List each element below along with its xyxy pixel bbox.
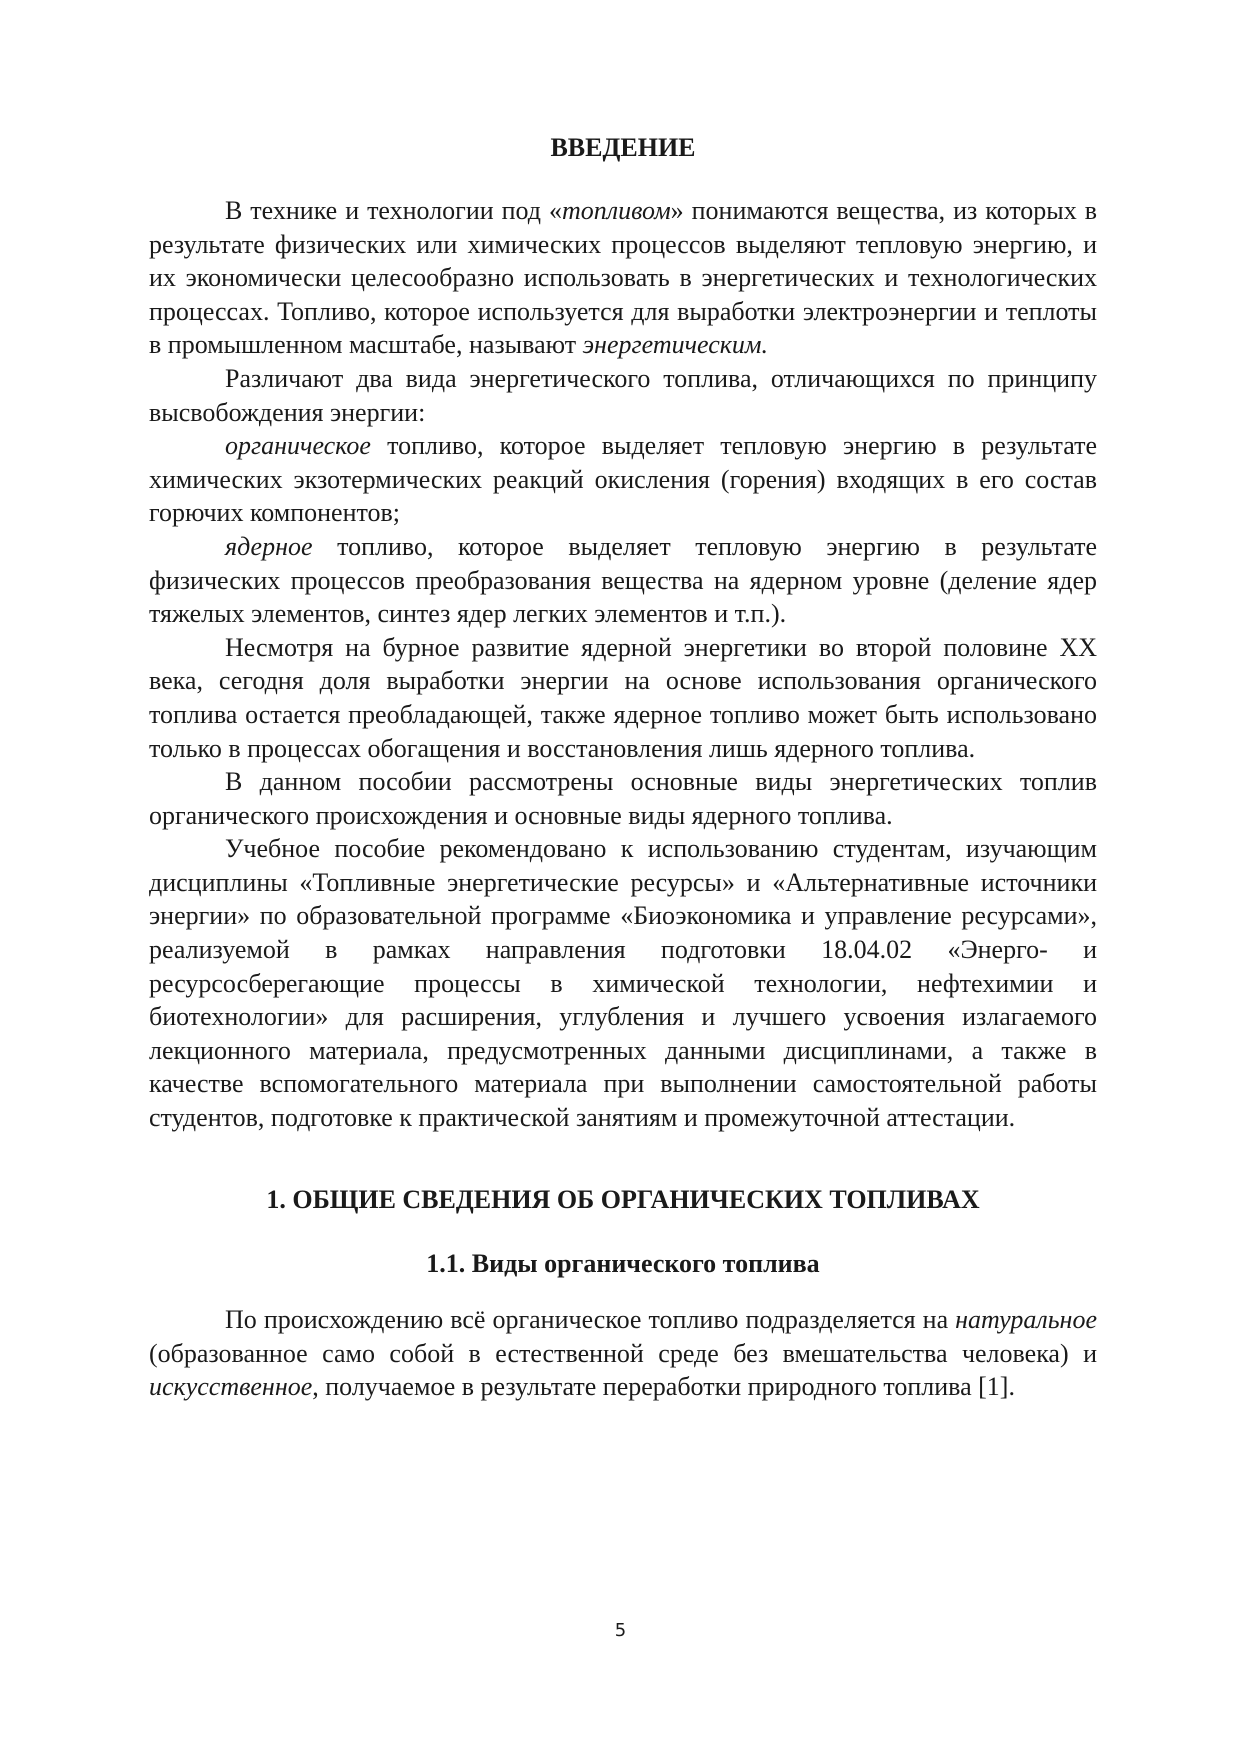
section-1-heading: 1. ОБЩИЕ СВЕДЕНИЯ ОБ ОРГАНИЧЕСКИХ ТОПЛИВАХ xyxy=(266,1185,980,1214)
section-1-paragraph-1: По происхождению всё органическое топливо подразделяется на натуральное (образованное само собой в естественной среде без вмешательства человека) и искусственное, получаемое в результате переработки природного топлива [1]. xyxy=(149,1305,1097,1402)
intro-paragraph-2: Различают два вида энергетического топлива, отличающихся по принципу высвобождения энергии: xyxy=(149,363,1097,427)
intro-body xyxy=(149,194,1097,1135)
intro-paragraph-5: Несмотря на бурное развитие ядерной энергетики во второй половине XX века, сегодня доля выработки энергии на основе использования органического топлива остается преобладающей, также ядерное топливо может быть использовано только в процессах обогащения и восстановления лишь ядерного топлива. xyxy=(149,632,1097,763)
intro-heading: ВВЕДЕНИЕ xyxy=(550,133,696,162)
section-1-body xyxy=(149,1303,1097,1404)
intro-paragraph-7: Учебное пособие рекомендовано к использованию студентам, изучающим дисциплины «Топливные энергетические ресурсы» и «Альтернативные источники энергии» по образовательной программе «Биоэкономика и управление ресурсами», реализуемой в рамках направления подготовки 18.04.02 «Энерго- и ресурсосберегающие процессы в химической технологии, нефтехимии и биотехнологии» для расширения, углубления и лучшего усвоения излагаемого лекционного материала, предусмотренных данными дисциплинами, а также в качестве вспомогательного материала при выполнении самостоятельной работы студентов, подготовке к практической занятиям и промежуточной аттестации. xyxy=(149,834,1097,1133)
intro-paragraph-1: В технике и технологии под «топливом» понимаются вещества, из которых в результате физических или химических процессов выделяют тепловую энергию, и их экономически целесообразно использовать в энергетических и технологических процессах. Топливо, которое используется для выработки электроэнергии и теплоты в промышленном масштабе, называют энергетическим. xyxy=(149,196,1097,360)
page-number: 5 xyxy=(614,1620,627,1641)
intro-paragraph-4: ядерное топливо, которое выделяет тепловую энергию в результате физических процессов преобразования вещества на ядерном уровне (деление ядер тяжелых элементов, синтез ядер легких элементов и т.п.). xyxy=(149,531,1097,629)
intro-paragraph-6: В данном пособии рассмотрены основные виды энергетических топлив органического происхождения и основные виды ядерного топлива. xyxy=(149,767,1097,830)
intro-paragraph-3: органическое топливо, которое выделяет тепловую энергию в результате химических экзотермических реакций окисления (горения) входящих в его состав горючих компонентов; xyxy=(149,431,1097,528)
section-1-1-heading: 1.1. Виды органического топлива xyxy=(426,1249,820,1278)
